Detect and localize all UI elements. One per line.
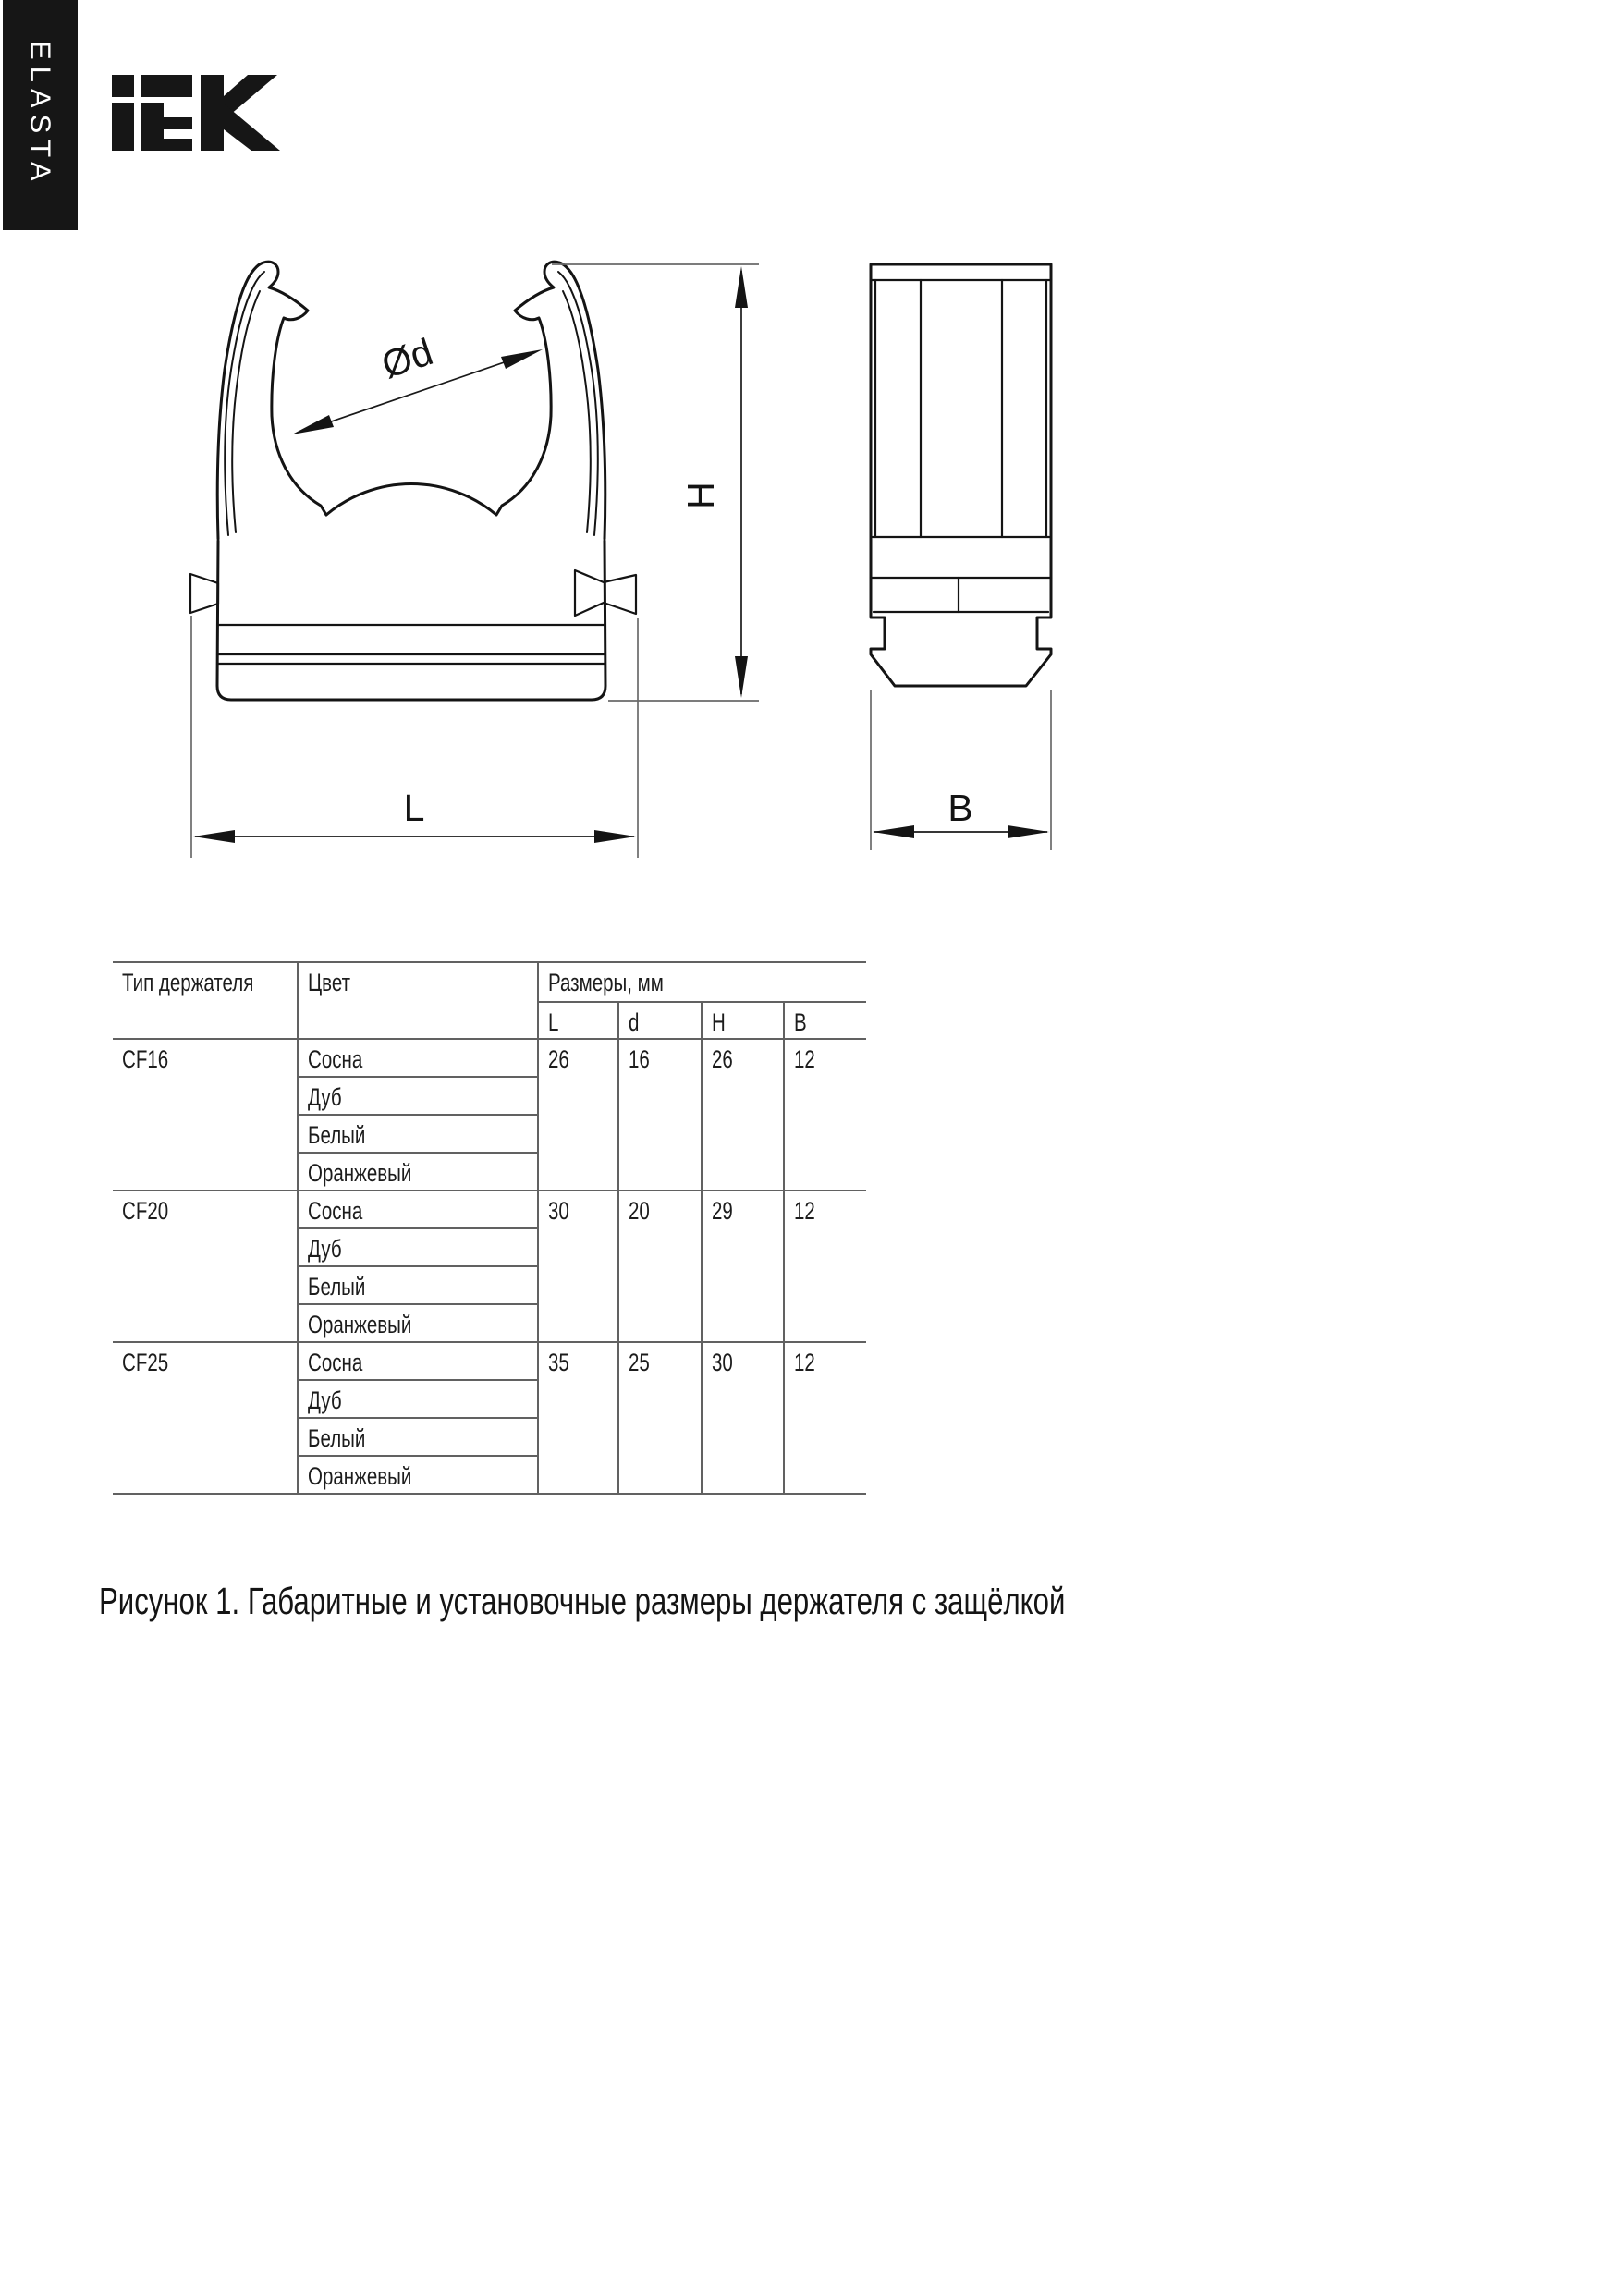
value-H: 29 — [702, 1191, 784, 1342]
color-cell: Дуб — [298, 1380, 538, 1418]
value-L: 26 — [538, 1039, 618, 1191]
figure-caption: Рисунок 1. Габаритные и установочные размеры держателя с защёлкой — [99, 1580, 1066, 1622]
holder-type: CF16 — [113, 1039, 298, 1191]
value-B: 12 — [784, 1039, 866, 1191]
value-d: 25 — [618, 1342, 702, 1494]
height-label: H — [679, 482, 722, 509]
col-header-B: B — [784, 1002, 866, 1039]
color-cell: Оранжевый — [298, 1304, 538, 1342]
holder-type: CF25 — [113, 1342, 298, 1494]
iek-logo — [112, 75, 280, 151]
color-cell: Белый — [298, 1266, 538, 1304]
dimension-height — [552, 264, 759, 701]
color-cell: Сосна — [298, 1342, 538, 1380]
value-B: 12 — [784, 1342, 866, 1494]
color-cell: Сосна — [298, 1191, 538, 1228]
value-H: 26 — [702, 1039, 784, 1191]
diameter-label: Ød — [376, 330, 438, 387]
color-cell: Оранжевый — [298, 1153, 538, 1191]
color-cell: Дуб — [298, 1228, 538, 1266]
color-cell: Оранжевый — [298, 1456, 538, 1494]
dimension-length — [191, 616, 638, 858]
side-view — [871, 264, 1051, 686]
holder-type: CF20 — [113, 1191, 298, 1342]
value-L: 35 — [538, 1342, 618, 1494]
col-header-d: d — [618, 1002, 702, 1039]
series-banner-label: ELASTA — [24, 41, 57, 188]
value-B: 12 — [784, 1191, 866, 1342]
color-cell: Дуб — [298, 1077, 538, 1115]
col-header-color: Цвет — [298, 962, 538, 1039]
front-view — [190, 262, 636, 700]
color-cell: Белый — [298, 1418, 538, 1456]
value-d: 16 — [618, 1039, 702, 1191]
dimension-width — [871, 690, 1051, 850]
dimensions-table — [113, 961, 866, 1495]
color-cell: Белый — [298, 1115, 538, 1153]
col-header-H: H — [702, 1002, 784, 1039]
value-L: 30 — [538, 1191, 618, 1342]
col-header-dims: Размеры, мм — [538, 962, 866, 1002]
length-label: L — [403, 787, 425, 829]
col-header-type: Тип держателя — [113, 962, 298, 1039]
dimension-diameter — [292, 330, 543, 434]
color-cell: Сосна — [298, 1039, 538, 1077]
col-header-L: L — [538, 1002, 618, 1039]
width-label: B — [947, 787, 973, 829]
value-d: 20 — [618, 1191, 702, 1342]
value-H: 30 — [702, 1342, 784, 1494]
